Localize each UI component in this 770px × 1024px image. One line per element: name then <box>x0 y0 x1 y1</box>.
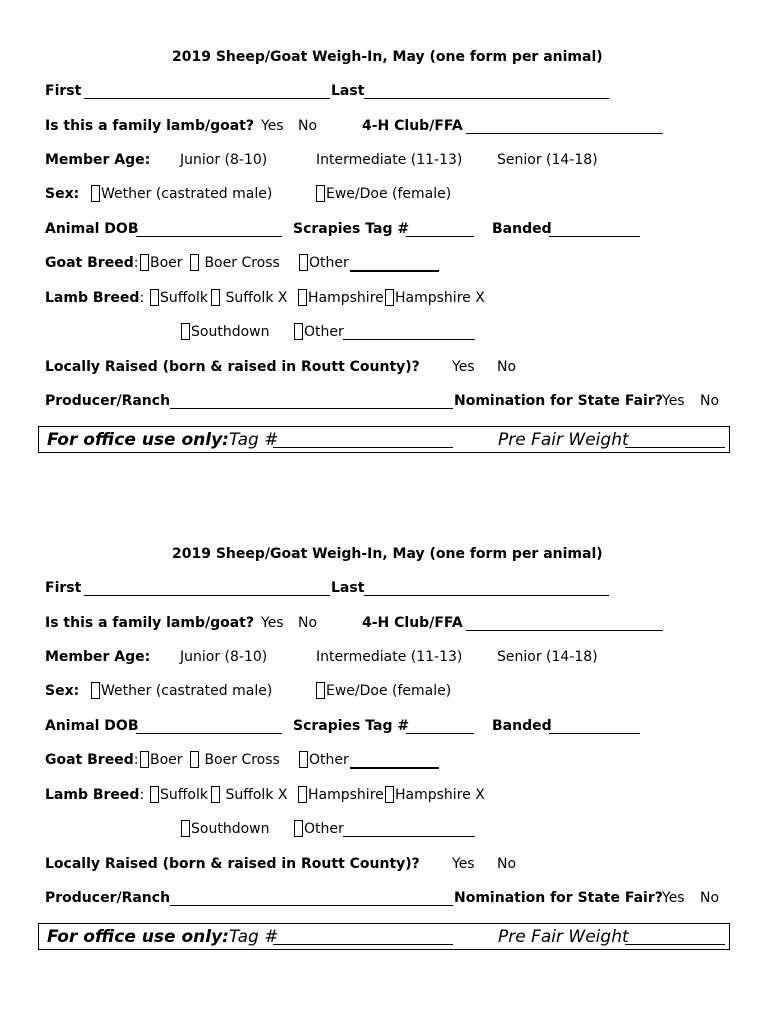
lamb-breed-text: Lamb Breed <box>45 787 140 803</box>
lamb-suffolk-x-label: Suffolk X <box>225 787 288 803</box>
lamb-hampshire-option[interactable] <box>298 786 384 804</box>
sex-ewe-option[interactable] <box>316 185 451 203</box>
checkbox[interactable] <box>190 751 199 768</box>
lamb-other-field[interactable] <box>343 339 475 340</box>
locally-raised-question: Locally Raised (born & raised in Routt County)? <box>45 856 420 872</box>
first-name-field[interactable] <box>84 595 330 596</box>
sex-wether-option[interactable] <box>91 185 272 203</box>
goat-breed-text: Goat Breed <box>45 752 134 768</box>
banded-field[interactable] <box>549 733 640 734</box>
family-question: Is this a family lamb/goat? <box>45 615 254 631</box>
sex-ewe-label: Ewe/Doe (female) <box>326 683 452 699</box>
family-no-option[interactable]: No <box>298 615 318 631</box>
goat-other-option[interactable] <box>299 254 349 272</box>
age-intermediate-option[interactable]: Intermediate (11-13) <box>316 649 463 665</box>
dob-label: Animal DOB <box>45 718 139 734</box>
family-yes-option[interactable]: Yes <box>261 615 284 631</box>
lamb-other-option[interactable] <box>294 323 344 341</box>
local-yes-option[interactable]: Yes <box>452 359 475 375</box>
checkbox[interactable] <box>294 820 303 837</box>
lamb-hampshire-label: Hampshire <box>308 290 384 306</box>
scrapies-tag-field[interactable] <box>406 733 474 734</box>
first-name-label: First <box>45 580 82 596</box>
goat-boer-cross-label: Boer Cross <box>204 752 280 768</box>
member-age-label: Member Age: <box>45 152 151 168</box>
sex-label: Sex: <box>45 186 80 202</box>
age-intermediate-option[interactable]: Intermediate (11-13) <box>316 152 463 168</box>
local-yes-option[interactable]: Yes <box>452 856 475 872</box>
sex-wether-label: Wether (castrated male) <box>101 683 273 699</box>
checkbox[interactable] <box>299 751 308 768</box>
last-name-field[interactable] <box>364 98 609 99</box>
club-field[interactable] <box>466 630 663 631</box>
lamb-breed-label: Lamb Breed: <box>45 290 145 306</box>
checkbox[interactable] <box>140 254 149 271</box>
checkbox[interactable] <box>316 185 325 202</box>
goat-other-field[interactable] <box>350 270 439 272</box>
lamb-breed-label: Lamb Breed: <box>45 787 145 803</box>
checkbox[interactable] <box>316 682 325 699</box>
lamb-suffolk-x-option[interactable] <box>211 786 287 804</box>
sex-ewe-option[interactable] <box>316 682 451 700</box>
club-label: 4-H Club/FFA <box>362 118 463 134</box>
form-title: 2019 Sheep/Goat Weigh-In, May (one form per animal) <box>172 546 603 562</box>
goat-boer-cross-option[interactable] <box>190 254 280 272</box>
last-name-label: Last <box>331 83 365 99</box>
goat-boer-label: Boer <box>150 752 183 768</box>
locally-raised-question: Locally Raised (born & raised in Routt County)? <box>45 359 420 375</box>
goat-breed-label: Goat Breed: <box>45 255 139 271</box>
last-name-field[interactable] <box>364 595 609 596</box>
lamb-other-label: Other <box>304 821 344 837</box>
banded-label: Banded <box>492 718 552 734</box>
nomination-yes-option[interactable]: Yes <box>662 393 685 409</box>
dob-field[interactable] <box>136 733 282 734</box>
checkbox[interactable] <box>150 786 159 803</box>
goat-breed-text: Goat Breed <box>45 255 134 271</box>
scrapies-tag-field[interactable] <box>406 236 474 237</box>
goat-boer-option[interactable] <box>140 254 183 272</box>
lamb-breed-text: Lamb Breed <box>45 290 140 306</box>
lamb-hampshire-x-label: Hampshire X <box>395 290 485 306</box>
office-use-box <box>38 426 730 453</box>
nomination-no-option[interactable]: No <box>700 393 720 409</box>
pre-fair-weight-label: Pre Fair Weight <box>498 430 629 450</box>
family-question: Is this a family lamb/goat? <box>45 118 254 134</box>
lamb-other-option[interactable] <box>294 820 344 838</box>
checkbox[interactable] <box>150 289 159 306</box>
goat-breed-label: Goat Breed: <box>45 752 139 768</box>
pre-fair-weight-label: Pre Fair Weight <box>498 927 629 947</box>
checkbox[interactable] <box>140 751 149 768</box>
goat-boer-label: Boer <box>150 255 183 271</box>
office-use-label: For office use only: <box>47 927 229 947</box>
checkbox[interactable] <box>91 682 100 699</box>
goat-other-label: Other <box>309 752 349 768</box>
family-no-option[interactable]: No <box>298 118 318 134</box>
checkbox[interactable] <box>211 786 220 803</box>
sex-label: Sex: <box>45 683 80 699</box>
office-tag-field[interactable] <box>273 944 453 945</box>
lamb-southdown-option[interactable] <box>181 323 269 341</box>
age-senior-option[interactable]: Senior (14-18) <box>497 649 598 665</box>
checkbox[interactable] <box>294 323 303 340</box>
lamb-suffolk-x-label: Suffolk X <box>225 290 288 306</box>
producer-label: Producer/Ranch <box>45 393 171 409</box>
sex-ewe-label: Ewe/Doe (female) <box>326 186 452 202</box>
lamb-hampshire-x-option[interactable] <box>385 786 485 804</box>
first-name-label: First <box>45 83 82 99</box>
scrapies-tag-label: Scrapies Tag # <box>293 221 410 237</box>
producer-field[interactable] <box>170 905 453 906</box>
goat-other-option[interactable] <box>299 751 349 769</box>
nomination-question: Nomination for State Fair? <box>454 890 663 906</box>
pre-fair-weight-field[interactable] <box>625 944 725 945</box>
producer-field[interactable] <box>170 408 453 409</box>
lamb-hampshire-x-option[interactable] <box>385 289 485 307</box>
checkbox[interactable] <box>181 820 190 837</box>
nomination-yes-option[interactable]: Yes <box>662 890 685 906</box>
pre-fair-weight-field[interactable] <box>625 447 725 448</box>
checkbox[interactable] <box>190 254 199 271</box>
age-junior-option[interactable]: Junior (8-10) <box>180 649 268 665</box>
banded-label: Banded <box>492 221 552 237</box>
lamb-suffolk-option[interactable] <box>150 289 208 307</box>
checkbox[interactable] <box>91 185 100 202</box>
nomination-question: Nomination for State Fair? <box>454 393 663 409</box>
checkbox[interactable] <box>298 786 307 803</box>
office-use-box <box>38 923 730 950</box>
goat-other-label: Other <box>309 255 349 271</box>
lamb-other-field[interactable] <box>343 836 475 837</box>
lamb-hampshire-x-label: Hampshire X <box>395 787 485 803</box>
office-tag-label: Tag # <box>229 927 279 947</box>
checkbox[interactable] <box>385 289 394 306</box>
goat-other-field[interactable] <box>350 767 439 769</box>
lamb-southdown-option[interactable] <box>181 820 269 838</box>
office-tag-field[interactable] <box>273 447 453 448</box>
first-name-field[interactable] <box>84 98 330 99</box>
local-no-option[interactable]: No <box>497 359 517 375</box>
office-tag-label: Tag # <box>229 430 279 450</box>
checkbox[interactable] <box>299 254 308 271</box>
lamb-hampshire-label: Hampshire <box>308 787 384 803</box>
local-no-option[interactable]: No <box>497 856 517 872</box>
lamb-suffolk-option[interactable] <box>150 786 208 804</box>
club-label: 4-H Club/FFA <box>362 615 463 631</box>
sex-wether-label: Wether (castrated male) <box>101 186 273 202</box>
checkbox[interactable] <box>211 289 220 306</box>
goat-boer-cross-option[interactable] <box>190 751 280 769</box>
goat-boer-option[interactable] <box>140 751 183 769</box>
nomination-no-option[interactable]: No <box>700 890 720 906</box>
family-yes-option[interactable]: Yes <box>261 118 284 134</box>
dob-label: Animal DOB <box>45 221 139 237</box>
member-age-label: Member Age: <box>45 649 151 665</box>
club-field[interactable] <box>466 133 663 134</box>
lamb-suffolk-label: Suffolk <box>160 290 208 306</box>
lamb-suffolk-x-option[interactable] <box>211 289 287 307</box>
lamb-southdown-label: Southdown <box>191 821 270 837</box>
checkbox[interactable] <box>181 323 190 340</box>
last-name-label: Last <box>331 580 365 596</box>
lamb-other-label: Other <box>304 324 344 340</box>
banded-field[interactable] <box>549 236 640 237</box>
lamb-suffolk-label: Suffolk <box>160 787 208 803</box>
goat-boer-cross-label: Boer Cross <box>204 255 280 271</box>
lamb-hampshire-option[interactable] <box>298 289 384 307</box>
lamb-southdown-label: Southdown <box>191 324 270 340</box>
office-use-label: For office use only: <box>47 430 229 450</box>
dob-field[interactable] <box>136 236 282 237</box>
age-senior-option[interactable]: Senior (14-18) <box>497 152 598 168</box>
producer-label: Producer/Ranch <box>45 890 171 906</box>
sex-wether-option[interactable] <box>91 682 272 700</box>
form-title: 2019 Sheep/Goat Weigh-In, May (one form per animal) <box>172 49 603 65</box>
checkbox[interactable] <box>385 786 394 803</box>
scrapies-tag-label: Scrapies Tag # <box>293 718 410 734</box>
age-junior-option[interactable]: Junior (8-10) <box>180 152 268 168</box>
checkbox[interactable] <box>298 289 307 306</box>
